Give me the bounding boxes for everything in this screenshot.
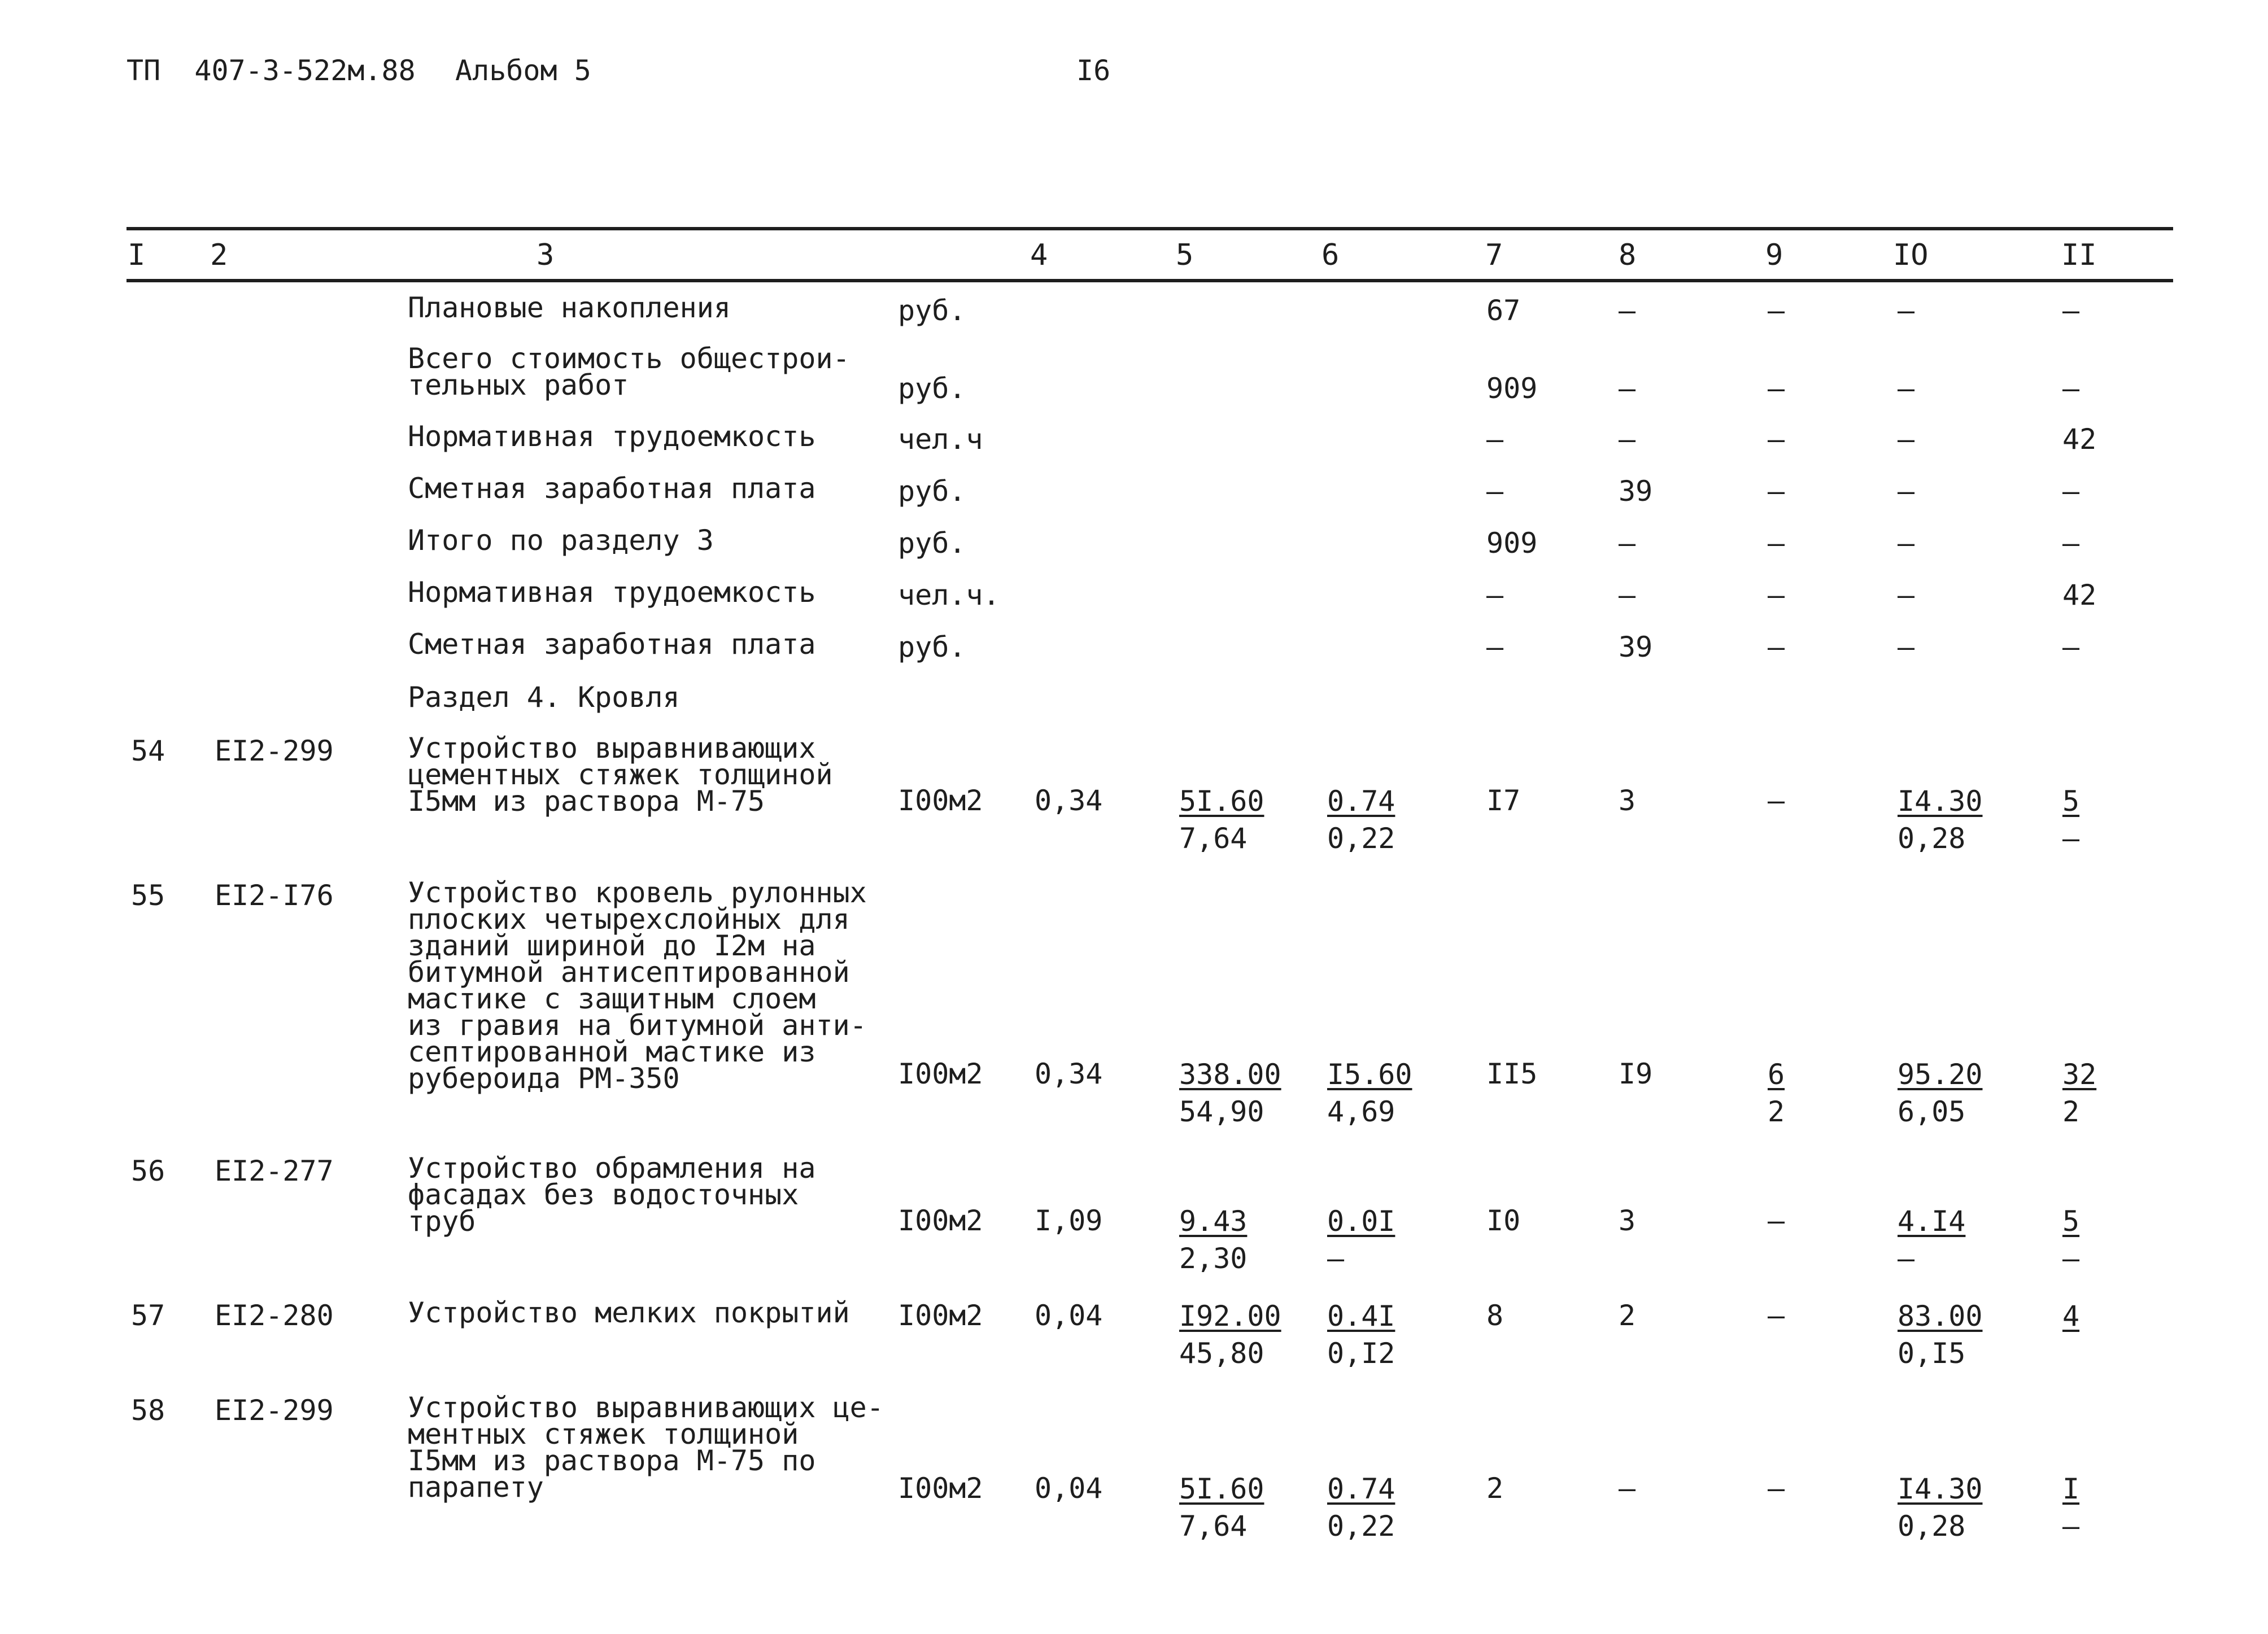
item-col11-bottom: – — [2062, 1510, 2080, 1543]
summary-col9: – — [1768, 294, 1785, 327]
item-col7: I7 — [1486, 784, 1521, 817]
item-col9: – — [1768, 1472, 1785, 1505]
item-col5 — [1179, 1470, 1264, 1545]
column-header-10: IO — [1893, 238, 1929, 272]
item-col6-top: 0.74 — [1327, 1473, 1395, 1505]
item-col11-top: 4 — [2062, 1300, 2080, 1332]
item-col5 — [1179, 1297, 1281, 1372]
item-col8: 3 — [1619, 1204, 1636, 1237]
summary-name: Сметная заработная плата — [408, 628, 816, 661]
item-col10-bottom: 6,05 — [1898, 1095, 1966, 1128]
item-col5-bottom: 7,64 — [1179, 822, 1248, 855]
item-col10-bottom: 0,28 — [1898, 822, 1966, 855]
item-col11-top: 5 — [2062, 785, 2080, 818]
item-col5 — [1179, 1203, 1247, 1277]
summary-col7: – — [1486, 631, 1504, 663]
item-description: Устройство выравнивающих цементных стяжек толщиной I5мм из раствора М-75 — [408, 732, 833, 818]
column-header-5: 5 — [1176, 238, 1194, 272]
item-col6 — [1327, 783, 1395, 857]
summary-col10: – — [1898, 631, 1915, 663]
summary-name: Всего стоимость общестрои- тельных работ — [408, 342, 850, 401]
item-code: ЕI2-277 — [215, 1155, 334, 1187]
item-col5-bottom: 7,64 — [1179, 1510, 1248, 1543]
item-code: ЕI2-I76 — [215, 879, 334, 912]
item-col5-bottom: 54,90 — [1179, 1095, 1264, 1128]
item-col11-top: I — [2062, 1473, 2080, 1505]
summary-col10: – — [1898, 294, 1915, 327]
column-header-9: 9 — [1765, 238, 1783, 272]
item-col7: 8 — [1486, 1299, 1504, 1332]
item-col9: – — [1768, 1299, 1785, 1332]
document-code: ТП 407-3-522м.88 — [127, 54, 416, 87]
summary-unit: руб. — [898, 475, 966, 508]
table-header-rule — [127, 279, 2173, 282]
item-unit: I00м2 — [898, 1299, 983, 1332]
item-col6-top: 0.74 — [1327, 785, 1395, 818]
item-col5 — [1179, 1056, 1281, 1130]
summary-col9: – — [1768, 372, 1785, 405]
summary-col7: 67 — [1486, 294, 1521, 327]
summary-col10: – — [1898, 475, 1915, 508]
item-col7: 2 — [1486, 1472, 1504, 1505]
item-col5-top: 338.00 — [1179, 1058, 1281, 1091]
item-col11-top: 32 — [2062, 1058, 2097, 1091]
item-quantity: 0,34 — [1035, 784, 1103, 817]
summary-col9: – — [1768, 631, 1785, 663]
item-col10-top: 95.20 — [1898, 1058, 1983, 1091]
item-col6 — [1327, 1056, 1412, 1130]
summary-col10: – — [1898, 527, 1915, 560]
column-header-11: II — [2061, 238, 2097, 272]
summary-name: Нормативная трудоемкость — [408, 420, 816, 453]
item-col6-bottom: – — [1327, 1242, 1345, 1275]
summary-col11: – — [2062, 294, 2080, 327]
item-number: 56 — [131, 1155, 165, 1187]
summary-col9: – — [1768, 527, 1785, 560]
item-col11-bottom: 2 — [2062, 1095, 2080, 1128]
page-number: I6 — [1076, 54, 1111, 87]
summary-col8: – — [1619, 294, 1636, 327]
item-col10 — [1898, 1470, 1983, 1545]
summary-col7: 909 — [1486, 372, 1538, 405]
item-quantity: 0,34 — [1035, 1058, 1103, 1090]
item-col10-bottom: 0,28 — [1898, 1510, 1966, 1543]
item-unit: I00м2 — [898, 1058, 983, 1090]
item-unit: I00м2 — [898, 784, 983, 817]
column-header-4: 4 — [1030, 238, 1048, 272]
section-title: Раздел 4. Кровля — [408, 681, 680, 714]
summary-unit: чел.ч — [898, 423, 983, 456]
column-header-3: 3 — [537, 238, 555, 272]
item-unit: I00м2 — [898, 1472, 983, 1505]
summary-name: Плановые накопления — [408, 291, 731, 324]
table-top-rule — [127, 227, 2173, 230]
summary-col8: 39 — [1619, 475, 1653, 508]
item-col11-top: 5 — [2062, 1205, 2080, 1238]
summary-col7: 909 — [1486, 527, 1538, 560]
item-col10 — [1898, 1297, 1983, 1372]
summary-unit: руб. — [898, 631, 966, 663]
item-col7: I0 — [1486, 1204, 1521, 1237]
summary-col11: – — [2062, 475, 2080, 508]
item-col9 — [1768, 1056, 1785, 1130]
item-col6-top: 0.0I — [1327, 1205, 1395, 1238]
item-number: 58 — [131, 1394, 165, 1427]
item-code: ЕI2-299 — [215, 735, 334, 767]
summary-col8: – — [1619, 579, 1636, 611]
summary-col8: 39 — [1619, 631, 1653, 663]
item-col9: – — [1768, 784, 1785, 817]
summary-col10: – — [1898, 579, 1915, 611]
item-col6 — [1327, 1297, 1395, 1372]
item-col6-bottom: 0,I2 — [1327, 1337, 1395, 1370]
summary-col8: – — [1619, 527, 1636, 560]
item-col5-top: I92.00 — [1179, 1300, 1281, 1332]
item-col6-bottom: 0,22 — [1327, 1510, 1395, 1543]
item-col11 — [2062, 1203, 2079, 1277]
item-col7: II5 — [1486, 1058, 1538, 1090]
summary-col10: – — [1898, 372, 1915, 405]
item-col8: 3 — [1619, 784, 1636, 817]
item-col8: 2 — [1619, 1299, 1636, 1332]
summary-col11: 42 — [2062, 579, 2097, 611]
column-header-2: 2 — [210, 238, 228, 272]
item-quantity: I,09 — [1035, 1204, 1103, 1237]
item-description: Устройство мелких покрытий — [408, 1296, 850, 1329]
item-col11-bottom: – — [2062, 1242, 2080, 1275]
album-label: Альбом 5 — [455, 54, 591, 87]
item-col6 — [1327, 1470, 1395, 1545]
item-col6 — [1327, 1203, 1395, 1277]
summary-name: Итого по разделу 3 — [408, 524, 714, 557]
item-number: 54 — [131, 735, 165, 767]
summary-col11: – — [2062, 372, 2080, 405]
summary-col9: – — [1768, 423, 1785, 456]
summary-col9: – — [1768, 579, 1785, 611]
item-col9: – — [1768, 1204, 1785, 1237]
item-col8: I9 — [1619, 1058, 1653, 1090]
item-col10-top: I4.30 — [1898, 1473, 1983, 1505]
summary-name: Нормативная трудоемкость — [408, 576, 816, 609]
item-code: ЕI2-299 — [215, 1394, 334, 1427]
item-col11 — [2062, 1297, 2079, 1335]
column-header-1: I — [128, 238, 146, 272]
item-unit: I00м2 — [898, 1204, 983, 1237]
item-code: ЕI2-280 — [215, 1299, 334, 1332]
item-quantity: 0,04 — [1035, 1472, 1103, 1505]
item-col5-top: 5I.60 — [1179, 785, 1264, 818]
summary-col11: 42 — [2062, 423, 2097, 456]
item-col9-bottom: 2 — [1768, 1095, 1785, 1128]
item-col6-top: I5.60 — [1327, 1058, 1412, 1091]
item-description: Устройство обрамления на фасадах без водосточных труб — [408, 1152, 816, 1238]
item-col11-bottom: – — [2062, 822, 2080, 855]
item-col11 — [2062, 1470, 2079, 1545]
item-quantity: 0,04 — [1035, 1299, 1103, 1332]
summary-name: Сметная заработная плата — [408, 472, 816, 505]
summary-unit: руб. — [898, 372, 966, 405]
item-col10-bottom: – — [1898, 1242, 1915, 1275]
summary-unit: чел.ч. — [898, 579, 1000, 611]
item-description: Устройство кровель рулонных плоских четырехслойных для зданий шириной до I2м на битумной антисептированной мастике с защитным слоем из гравия на битумной анти- септированной мастике из рубероида РМ-350 — [408, 876, 867, 1095]
item-col6-top: 0.4I — [1327, 1300, 1395, 1332]
item-col10-bottom: 0,I5 — [1898, 1337, 1966, 1370]
summary-col10: – — [1898, 423, 1915, 456]
item-col8: – — [1619, 1472, 1636, 1505]
column-header-6: 6 — [1321, 238, 1340, 272]
item-col9-top: 6 — [1768, 1058, 1785, 1091]
summary-col8: – — [1619, 372, 1636, 405]
summary-unit: руб. — [898, 527, 966, 560]
item-col10 — [1898, 1203, 1965, 1277]
summary-col11: – — [2062, 527, 2080, 560]
item-number: 57 — [131, 1299, 165, 1332]
item-col6-bottom: 0,22 — [1327, 822, 1395, 855]
summary-col7: – — [1486, 423, 1504, 456]
column-header-7: 7 — [1485, 238, 1503, 272]
item-col5 — [1179, 783, 1264, 857]
item-number: 55 — [131, 879, 165, 912]
summary-col11: – — [2062, 631, 2080, 663]
item-col10 — [1898, 783, 1983, 857]
item-description: Устройство выравнивающих це- ментных стяжек толщиной I5мм из раствора М-75 по парапету — [408, 1391, 884, 1504]
item-col10-top: I4.30 — [1898, 785, 1983, 818]
item-col11 — [2062, 783, 2079, 857]
item-col10-top: 83.00 — [1898, 1300, 1983, 1332]
item-col5-bottom: 2,30 — [1179, 1242, 1248, 1275]
item-col11 — [2062, 1056, 2096, 1130]
summary-unit: руб. — [898, 294, 966, 327]
summary-col9: – — [1768, 475, 1785, 508]
summary-col7: – — [1486, 475, 1504, 508]
summary-col7: – — [1486, 579, 1504, 611]
item-col10-top: 4.I4 — [1898, 1205, 1966, 1238]
column-header-8: 8 — [1619, 238, 1637, 272]
item-col5-top: 9.43 — [1179, 1205, 1248, 1238]
item-col10 — [1898, 1056, 1983, 1130]
item-col5-bottom: 45,80 — [1179, 1337, 1264, 1370]
summary-col8: – — [1619, 423, 1636, 456]
item-col6-bottom: 4,69 — [1327, 1095, 1395, 1128]
item-col5-top: 5I.60 — [1179, 1473, 1264, 1505]
